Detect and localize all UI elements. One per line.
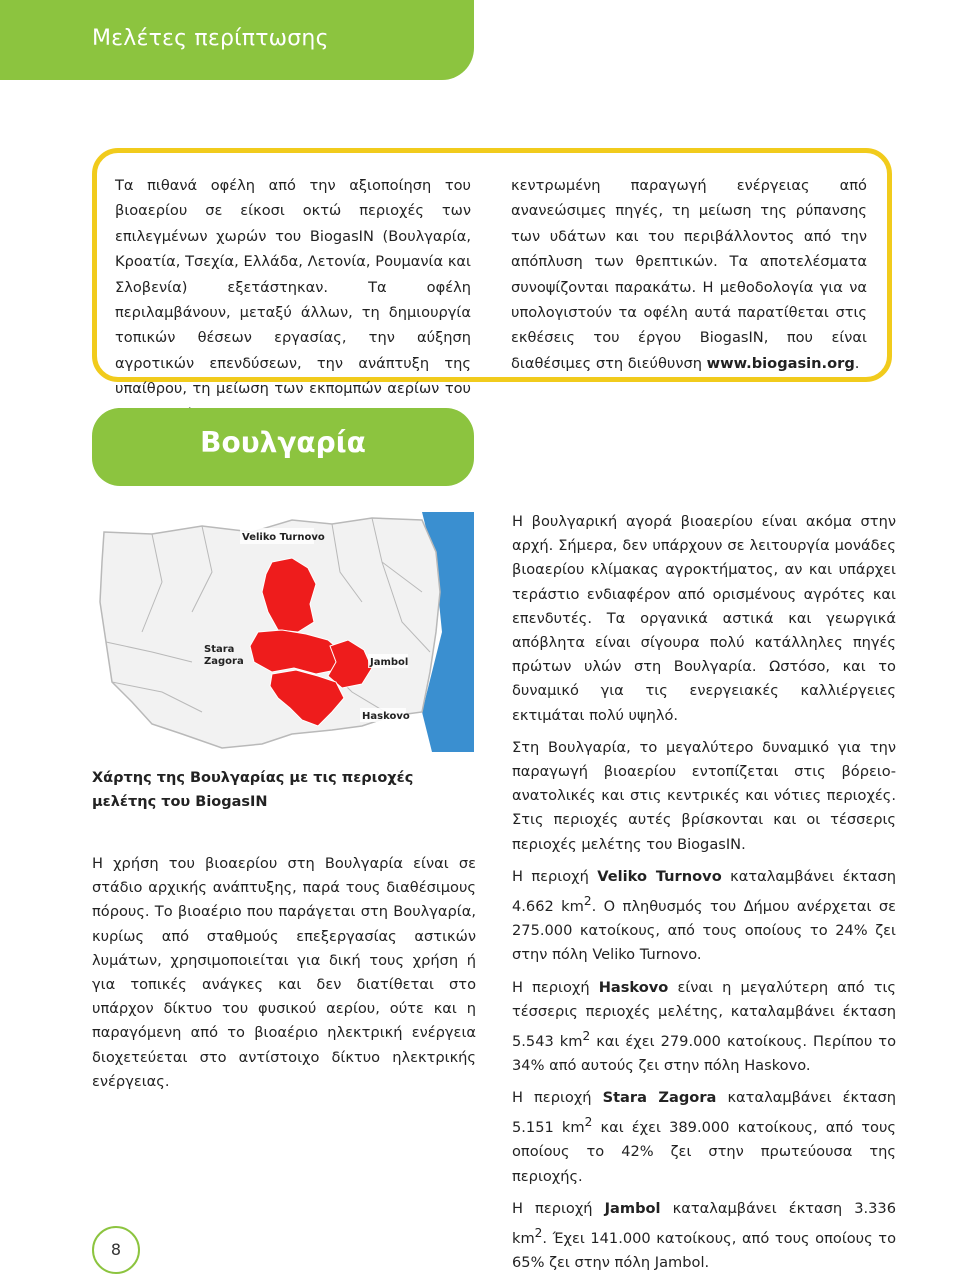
map-label-veliko-turnovo: Veliko Turnovo [242, 532, 325, 543]
text-span: καταλαμβάνει έκταση 4.662 km [512, 867, 896, 915]
region-name-stara-zagora: Stara Zagora [602, 1089, 717, 1107]
region-name-haskovo: Haskovo [598, 978, 669, 996]
map-caption: Χάρτης της Βουλγαρίας με τις περιοχές μελέτης του BiogasIN [92, 770, 414, 810]
right-paragraph-stara-zagora [512, 1086, 896, 1189]
text-span: και έχει 279.000 κατοίκους. Περίπου το 34% από αυτούς ζει στην πόλη Haskovo. [512, 1032, 896, 1074]
map-label-haskovo: Haskovo [362, 711, 410, 722]
intro-right-text-after: . [854, 354, 860, 372]
text-span: καταλαμβάνει έκταση 3.336 km [512, 1199, 896, 1247]
right-paragraph-haskovo [512, 976, 896, 1079]
header-bar [0, 0, 474, 80]
superscript: 2 [534, 1226, 543, 1241]
region-name-jambol: Jambol [604, 1199, 661, 1217]
text-span: . Ο πληθυσμός του Δήμου ανέρχεται σε 275.000 κατοίκους, από τους οποίους το 24% ζει στην πόλη Veliko Turnovo. [512, 897, 896, 964]
text-span: Η περιοχή [512, 978, 599, 996]
right-paragraph-1: Η βουλγαρική αγορά βιοαερίου είναι ακόμα στην αρχή. Σήμερα, δεν υπάρχουν σε λειτουργία μονάδες βιοαερίου κλίμακας αγροκτήματος, αν και υπάρχει τεράστιο ενδιαφέρον από ορισμένους αγρότες και επενδυτές. Τα οργανικά αστικά και γεωργικά απόβλητα είναι σίγουρα πολύ κατάλληλες πηγές πρώτων υλών στη Βουλγαρία. Ωστόσο, και το δυναμικό για τις ενεργειακές καλλιέργειες εκτιμάται πολύ υψηλό. [512, 513, 896, 724]
bulgaria-map [92, 512, 474, 752]
text-span: και έχει 389.000 κατοίκους, από τους οποίους το 42% ζει στην πρωτεύουσα της περιοχής. [512, 1119, 896, 1185]
region-name-veliko: Veliko Turnovo [597, 867, 722, 885]
text-span: καταλαμβάνει έκταση 5.151 km [512, 1089, 896, 1137]
text-span: Η περιοχή [512, 1199, 605, 1217]
map-label-stara: Stara [204, 644, 235, 655]
text-span: . Έχει 141.000 κατοίκους, από τους οποίους το 65% ζει στην πόλη Jambol. [512, 1229, 896, 1272]
right-paragraph-2: Στη Βουλγαρία, το μεγαλύτερο δυναμικό για την παραγωγή βιοαερίου εντοπίζεται στις βόρειο-ανατολικές και στις κεντρικές και νότιες περιοχές. Στις περιοχές αυτές βρίσκονται και οι τέσσερις περιοχές μελέτης του BiogasIN. [512, 738, 896, 853]
header-title: Μελέτες περίπτωσης [92, 26, 329, 51]
right-paragraph-veliko [512, 865, 896, 968]
superscript: 2 [582, 1028, 591, 1043]
map-label-jambol: Jambol [370, 657, 409, 668]
right-paragraph-jambol [512, 1197, 896, 1275]
intro-right-text [511, 173, 867, 376]
intro-right-text-before: κεντρωμένη παραγωγή ενέργειας από ανανεώσιμες πηγές, τη μείωση της ρύπανσης των υδάτων και του περιβάλλοντος από την απόπλυση των θρεπτικών. Τα αποτελέσματα συνοψίζονται παρακάτω. Η μεθοδολογία για να υπολογιστούν τα οφέλη αυτά παρατίθεται στις εκθέσεις του έργου BiogasIN, που είναι διαθέσιμες στη διεύθυνση [511, 177, 867, 372]
section-title: Βουλγαρία [200, 426, 366, 459]
intro-left-text: Τα πιθανά οφέλη από την αξιοποίηση του βιοαερίου σε είκοσι οκτώ περιοχές των επιλεγμένων χωρών του BiogasIN (Βουλγαρία, Κροατία, Τσεχία, Ελλάδα, Λετονία, Ρουμανία και Σλοβενία) εξετάστηκαν. Τα οφέλη περιλαμβάνουν, μεταξύ άλλων, τη δημιουργία τοπικών θέσεων εργασίας, την αύξηση αγροτικών επενδύσεων, την ανάπτυξη της υπαίθρου, τη μείωση των εκπομπών αερίων του [115, 177, 471, 398]
section-banner [92, 408, 474, 486]
superscript: 2 [583, 894, 592, 909]
left-body-paragraph: Η χρήση του βιοαερίου στη Βουλγαρία είναι σε στάδιο αρχικής ανάπτυξης, παρά τους διαθέσιμους πόρους. Το βιοαέριο που παράγεται στη Βουλγαρία, κυρίως από σταθμούς επεξεργασίας αστικών λυμάτων, χρησιμοποιείται για δική τους χρήση ή για τοπικές ανάγκες και δεν διατίθεται στο υπάρχον δίκτυο του φυσικού αερίου, ούτε και η παραγόμενη από το βιοαέριο ηλεκτρική ενέργεια διοχετεύεται στο αντίστοιχο δίκτυο ηλεκτρικής ενέργειας. [92, 855, 476, 1090]
text-span: Η περιοχή [512, 1089, 603, 1107]
map-label-zagora: Zagora [204, 656, 244, 667]
biogasin-link[interactable]: www.biogasin.org [706, 354, 855, 372]
superscript: 2 [584, 1115, 593, 1130]
text-span: είναι η μεγαλύτερη από τις τέσσερις περιοχές μελέτης, καταλαμβάνει έκταση 5.543 km [512, 978, 896, 1050]
text-span: Η περιοχή [512, 867, 598, 885]
left-body-text [92, 852, 476, 1102]
page-number: 8 [92, 1226, 140, 1274]
intro-box [92, 148, 892, 398]
right-body-text [512, 510, 896, 1279]
